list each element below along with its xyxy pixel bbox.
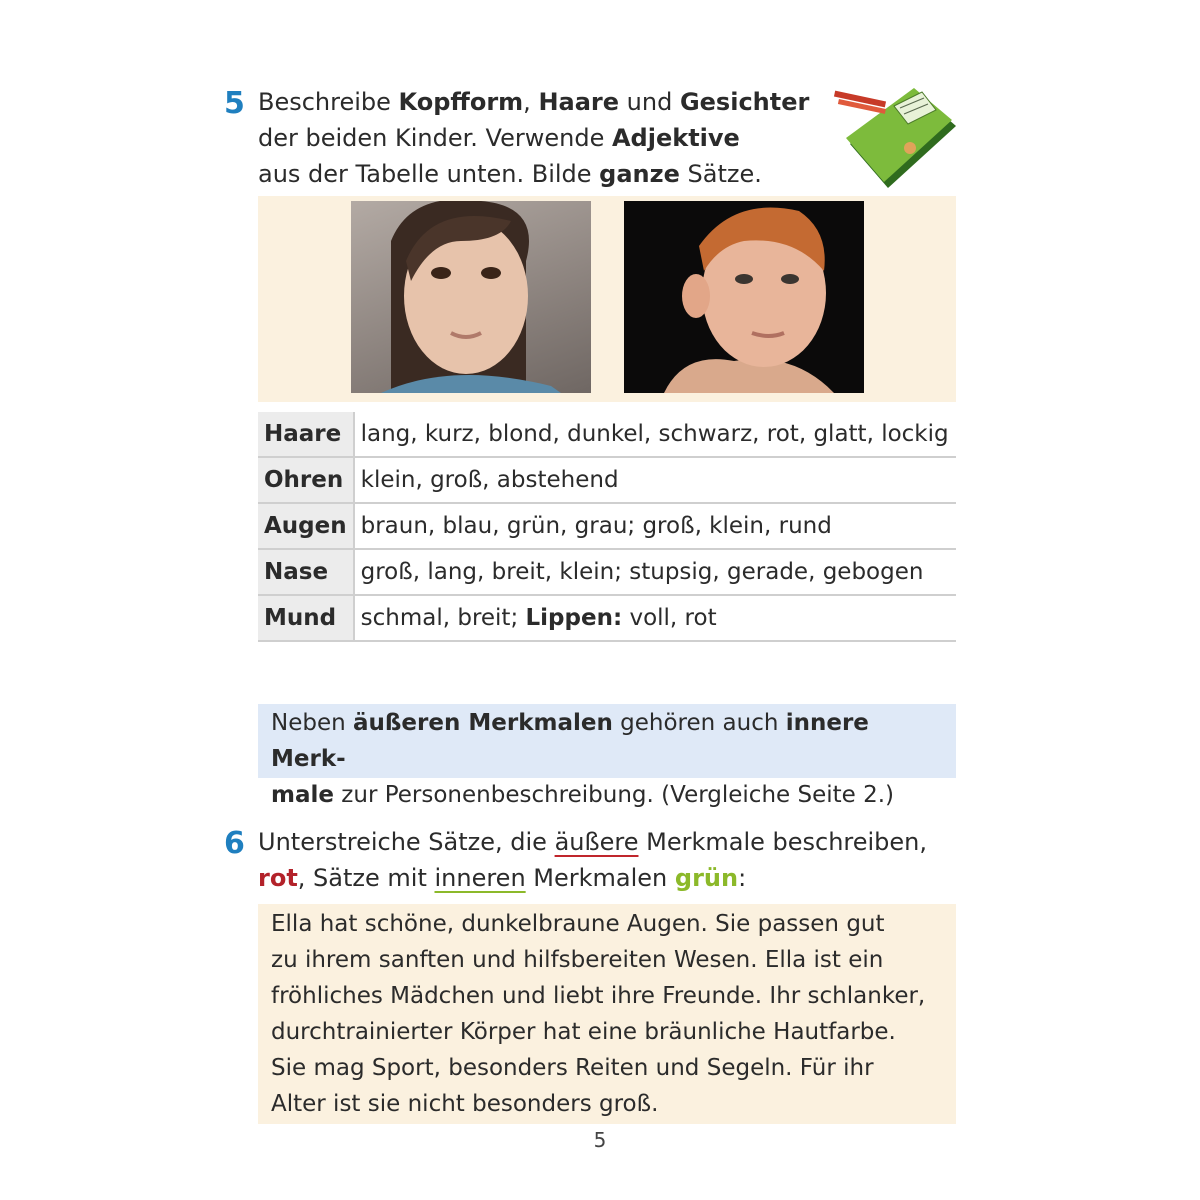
t5-l1c: , [523, 88, 539, 116]
table-row [258, 412, 956, 457]
task-5-instructions [258, 84, 818, 192]
text-line: zu ihrem sanften und hilfsbereiten Wesen. Ella ist ein [271, 947, 884, 973]
table-row [258, 503, 956, 549]
t5-adjektive: Adjektive [611, 124, 740, 152]
t5-gesichter: Gesichter [679, 88, 810, 116]
photo-boy [624, 201, 864, 393]
info-d: innere Merk- [271, 710, 869, 772]
task-6-instructions [258, 824, 958, 896]
text-line: fröhliches Mädchen und liebt ihre Freunde. Ihr schlanker, [271, 983, 926, 1009]
table-value: braun, blau, grün, grau; groß, klein, rund [354, 503, 956, 549]
table-key: Ohren [258, 457, 354, 503]
table-row [258, 549, 956, 595]
t5-kopfform: Kopfform [398, 88, 524, 116]
t6-l1c: Merkmale beschreiben, [638, 828, 928, 856]
info-c: gehören auch [612, 710, 786, 736]
t5-l1e: und [619, 88, 680, 116]
t6-l2d: Merkmalen [525, 864, 675, 892]
table-key: Mund [258, 595, 354, 641]
t6-rot: rot [258, 864, 298, 892]
text-line: Sie mag Sport, besonders Reiten und Segeln. Für ihr [271, 1055, 874, 1081]
t5-haare: Haare [538, 88, 620, 116]
t5-l3c: Sätze. [679, 160, 762, 188]
lippen-label: Lippen: [525, 605, 623, 631]
table-value: lang, kurz, blond, dunkel, schwarz, rot, glatt, lockig [354, 412, 956, 457]
t6-aeussere: äußere [554, 828, 639, 856]
page-number: 5 [593, 1128, 607, 1152]
info-a: Neben [271, 710, 353, 736]
table-key: Nase [258, 549, 354, 595]
t6-l2b: , Sätze mit [297, 864, 435, 892]
photo-girl [351, 201, 591, 393]
table-row [258, 595, 956, 641]
info-e: male [271, 782, 334, 808]
t6-inneren: inneren [434, 864, 526, 892]
mund-value-a: schmal, breit; [360, 605, 526, 631]
t5-l2a: der beiden Kinder. Verwende [258, 124, 612, 152]
t5-l3a: aus der Tabelle unten. Bilde [258, 160, 600, 188]
adjective-table [258, 412, 956, 642]
t6-l2f: : [738, 864, 747, 892]
t5-ganze: ganze [599, 160, 680, 188]
table-key: Haare [258, 412, 354, 457]
table-value: klein, groß, abstehend [354, 457, 956, 503]
t5-l1a: Beschreibe [258, 88, 399, 116]
t6-gruen: grün [674, 864, 739, 892]
table-value: groß, lang, breit, klein; stupsig, gerade, gebogen [354, 549, 956, 595]
info-f: zur Personenbeschreibung. (Vergleiche Seite 2.) [333, 782, 895, 808]
reading-text [271, 906, 951, 1122]
table-row [258, 457, 956, 503]
mund-value-c: voll, rot [622, 605, 717, 631]
notebook-with-pencil-icon [832, 84, 962, 194]
text-line: Ella hat schöne, dunkelbraune Augen. Sie passen gut [271, 911, 885, 937]
table-key: Augen [258, 503, 354, 549]
info-b: äußeren Merkmalen [353, 710, 613, 736]
table-value [354, 595, 956, 641]
t6-l1a: Unterstreiche Sätze, die [258, 828, 555, 856]
task-number-5: 5 [224, 86, 245, 121]
info-text [271, 705, 951, 813]
text-line: durchtrainierter Körper hat eine bräunliche Hautfarbe. [271, 1019, 896, 1045]
text-line: Alter ist sie nicht besonders groß. [271, 1091, 659, 1117]
task-number-6: 6 [224, 826, 245, 861]
